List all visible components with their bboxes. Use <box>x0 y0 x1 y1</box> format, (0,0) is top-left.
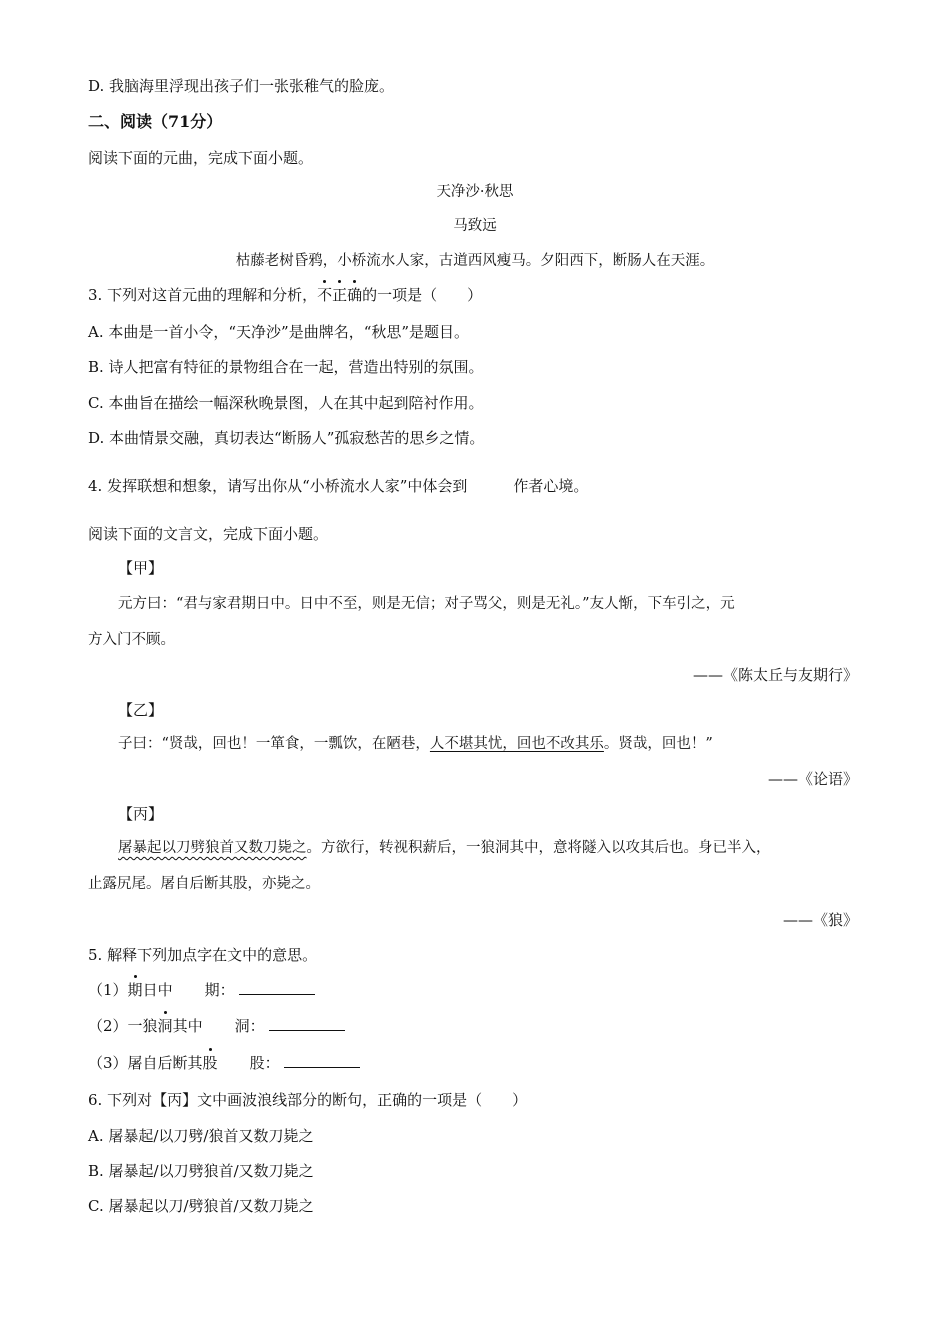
wavy-underlined-phrase: 屠暴起以刀劈狼首又数刀毙之 <box>118 840 307 856</box>
dotted-char: 正 <box>332 286 348 304</box>
passage-bing-label: 【丙】 <box>118 805 164 823</box>
question-4: 4. 发挥联想和想象，请写出你从“小桥流水人家”中体会到 作者心境。 <box>88 477 589 495</box>
passage-jia-line2: 方入门不顾。 <box>88 632 175 648</box>
question-6-option-c: C. 屠暴起以刀/劈狼首/又数刀毙之 <box>88 1197 314 1215</box>
question-5-stem: 5. 解释下列加点字在文中的意思。 <box>88 946 318 964</box>
question-3-option-c: C. 本曲旨在描绘一幅深秋晚景图，人在其中起到陪衬作用。 <box>88 394 484 412</box>
dotted-char: 期 <box>127 981 143 999</box>
classical-intro: 阅读下面的文言文，完成下面小题。 <box>88 525 329 543</box>
option-d-previous: D. 我脑海里浮现出孩子们一张张稚气的脸庞。 <box>88 77 395 95</box>
question-5-item-2: （2）一狼洞其中 洞： <box>88 1016 345 1036</box>
passage-jia-line1: 元方曰：“君与家君期日中。日中不至，则是无信；对子骂父，则是无礼。”友人惭，下车引之，元 <box>118 596 735 612</box>
passage-bing-line2: 止露尻尾。屠自后断其股，亦毙之。 <box>88 876 320 892</box>
dotted-char: 不 <box>317 286 333 304</box>
passage-jia-source: ——《陈太丘与友期行》 <box>692 666 858 684</box>
passage-jia-label: 【甲】 <box>118 559 164 577</box>
passage-yi-label: 【乙】 <box>118 701 164 719</box>
answer-blank[interactable] <box>284 1053 360 1068</box>
dotted-char: 股 <box>202 1054 218 1072</box>
question-5-item-3: （3）屠自后断其股 股： <box>88 1053 360 1073</box>
passage-bing-source: ——《狼》 <box>782 911 858 929</box>
question-3-stem: 3. 下列对这首元曲的理解和分析，不正确的一项是（ ） <box>88 286 483 304</box>
question-6-option-a: A. 屠暴起/以刀劈/狼首又数刀毙之 <box>88 1127 314 1145</box>
question-3-option-d: D. 本曲情景交融，真切表达“断肠人”孤寂愁苦的思乡之情。 <box>88 429 485 447</box>
poem-text: 枯藤老树昏鸦，小桥流水人家，古道西风瘦马。夕阳西下，断肠人在天涯。 <box>235 253 715 269</box>
answer-blank[interactable] <box>239 980 315 995</box>
section-heading: 二、阅读（71分） <box>88 112 223 131</box>
underlined-phrase: 人不堪其忧，回也不改其乐 <box>429 736 604 752</box>
answer-blank[interactable] <box>269 1016 345 1031</box>
question-6-stem: 6. 下列对【丙】文中画波浪线部分的断句，正确的一项是（ ） <box>88 1091 528 1109</box>
dotted-char: 确 <box>347 286 363 304</box>
emphasis-not-correct <box>317 286 362 304</box>
poem-author: 马致远 <box>453 218 497 234</box>
passage-yi-source: ——《论语》 <box>767 770 858 788</box>
question-3-option-a: A. 本曲是一首小令，“天净沙”是曲牌名，“秋思”是题目。 <box>88 323 470 341</box>
passage-yi-line1: 子曰：“贤哉，回也！一箪食，一瓢饮，在陋巷，人不堪其忧，回也不改其乐。贤哉，回也！” <box>118 736 713 752</box>
question-3-option-b: B. 诗人把富有特征的景物组合在一起，营造出特别的氛围。 <box>88 358 484 376</box>
dotted-char: 洞 <box>157 1017 173 1035</box>
poem-intro: 阅读下面的元曲，完成下面小题。 <box>88 149 314 167</box>
question-6-option-b: B. 屠暴起/以刀劈狼首/又数刀毙之 <box>88 1162 314 1180</box>
poem-title: 天净沙·秋思 <box>436 184 514 200</box>
question-5-item-1: （1）期日中 期： <box>88 980 315 1000</box>
passage-bing-line1: 屠暴起以刀劈狼首又数刀毙之。方欲行，转视积薪后，一狼洞其中，意将隧入以攻其后也。身已半入， <box>118 840 771 856</box>
